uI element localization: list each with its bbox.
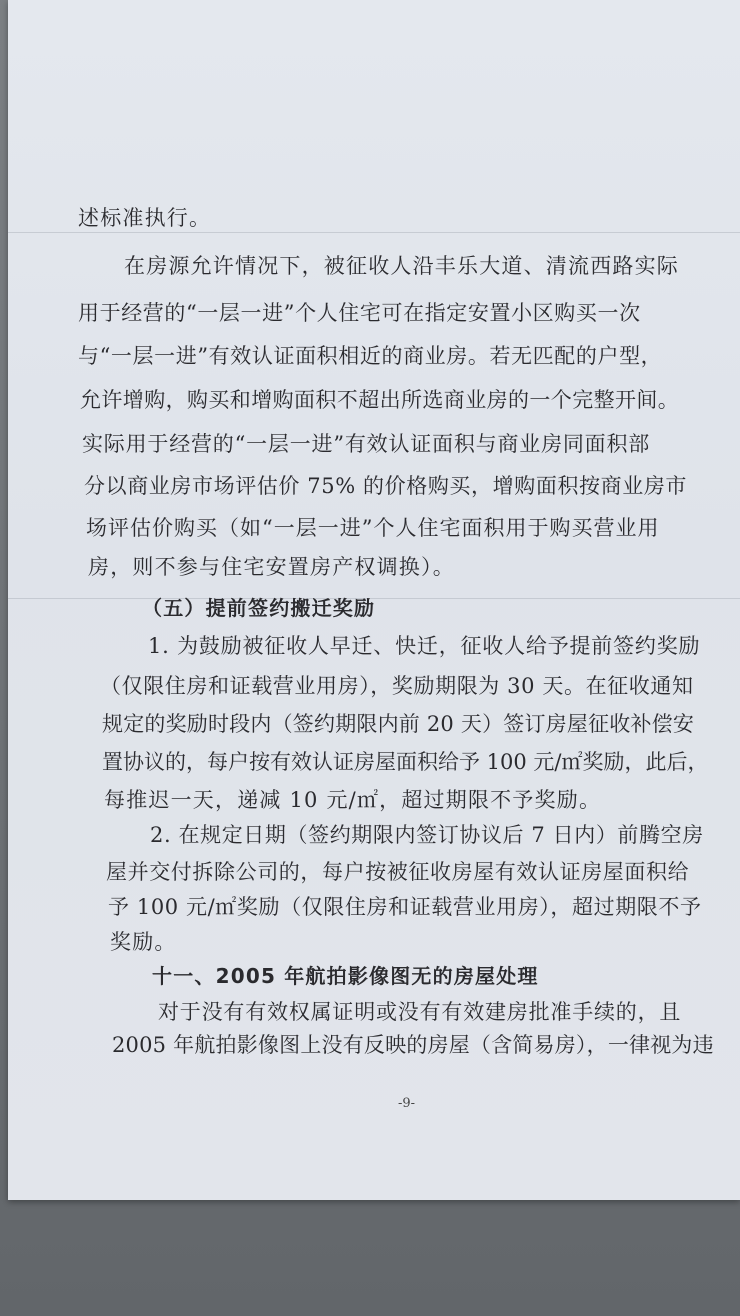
text-line: 与“一层一进”有效认证面积相近的商业房。若无匹配的户型，: [78, 344, 663, 368]
text-line: 屋并交付拆除公司的，每户按被征收房屋有效认证房屋面积给: [106, 860, 690, 884]
text-line: 分以商业房市场评估价 75% 的价格购买，增购面积按商业房市: [84, 474, 688, 498]
text-line: 2005 年航拍影像图上没有反映的房屋（含简易房），一律视为违: [112, 1033, 714, 1057]
text-line: 述标准执行。: [78, 206, 212, 230]
document-page: [8, 0, 740, 1200]
text-line: 允许增购，购买和增购面积不超出所选商业房的一个完整开间。: [80, 388, 680, 412]
document-body: [8, 0, 740, 1200]
text-line: 2. 在规定日期（签约期限内签订协议后 7 日内）前腾空房: [150, 823, 704, 847]
text-line: 置协议的，每户按有效认证房屋面积给予 100 元/㎡奖励，此后，: [102, 750, 709, 774]
text-line: 在房源允许情况下，被征收人沿丰乐大道、清流西路实际: [124, 254, 679, 278]
section-heading: 十一、2005 年航拍影像图无的房屋处理: [152, 964, 539, 988]
text-line: 对于没有有效权属证明或没有有效建房批准手续的，且: [158, 1000, 682, 1024]
text-line: 规定的奖励时段内（签约期限内前 20 天）签订房屋征收补偿安: [102, 712, 695, 736]
text-line: 1. 为鼓励被征收人早迁、快迁，征收人给予提前签约奖励: [148, 634, 701, 658]
page-number: -9-: [398, 1096, 416, 1111]
text-line: 奖励。: [110, 930, 177, 954]
text-line: （仅限住房和证载营业用房），奖励期限为 30 天。在征收通知: [100, 674, 694, 698]
text-line: 每推迟一天，递减 10 元/㎡，超过期限不予奖励。: [104, 788, 602, 812]
text-line: 予 100 元/㎡奖励（仅限住房和证载营业用房），超过期限不予: [108, 895, 702, 919]
text-line: 实际用于经营的“一层一进”有效认证面积与商业房同面积部: [82, 432, 651, 456]
section-heading: （五）提前签约搬迁奖励: [142, 596, 376, 620]
text-line: 用于经营的“一层一进”个人住宅可在指定安置小区购买一次: [78, 301, 641, 325]
text-line: 房，则不参与住宅安置房产权调换）。: [88, 555, 455, 579]
text-line: 场评估价购买（如“一层一进”个人住宅面积用于购买营业用: [86, 516, 660, 540]
